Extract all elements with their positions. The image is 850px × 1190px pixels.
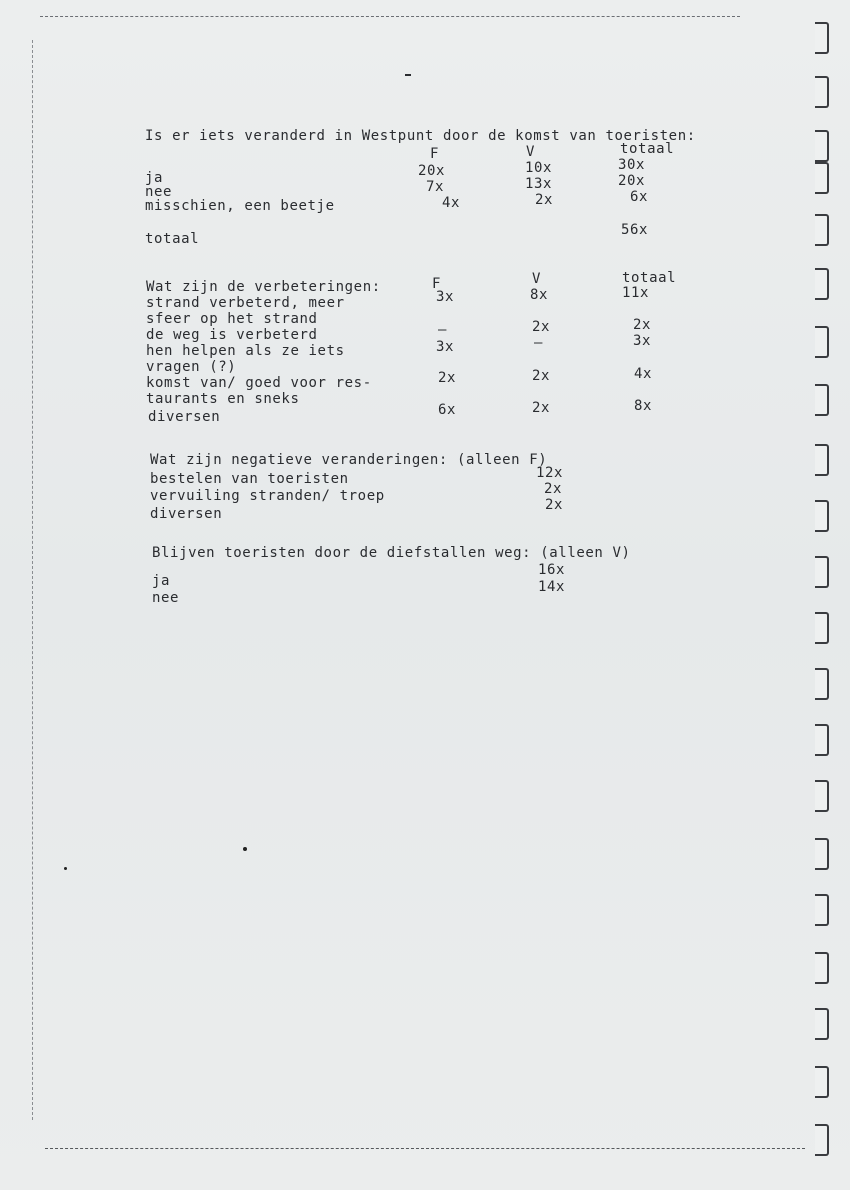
section2-header-v: V [532, 271, 542, 287]
ink-speck [243, 847, 247, 851]
binding-ring [815, 612, 829, 644]
section1-row-label: ja [145, 170, 164, 186]
section2-label-line: hen helpen als ze iets [146, 343, 345, 359]
section1-row-f: 4x [442, 195, 461, 211]
section3-row-value: 2x [544, 481, 563, 497]
binding-ring [815, 214, 829, 246]
ink-speck [64, 867, 67, 870]
section4-row-value: 16x [538, 562, 566, 578]
bottom-dotted-border [45, 1148, 805, 1149]
section2-row-f: – [438, 322, 448, 338]
section2-row-totaal: 2x [633, 317, 652, 333]
binding-ring [815, 556, 829, 588]
section4-row-label: nee [152, 590, 180, 606]
section2-label-line: strand verbeterd, meer [146, 295, 345, 311]
section2-row-totaal: 11x [622, 285, 650, 301]
section2-label-line: komst van/ goed voor res- [146, 375, 372, 391]
binding-ring [815, 780, 829, 812]
binding-ring [815, 1124, 829, 1156]
section4-row-value: 14x [538, 579, 566, 595]
section1-row-v: 10x [525, 160, 553, 176]
section2-label-line: sfeer op het strand [146, 311, 318, 327]
section2-label-line: taurants en sneks [146, 391, 300, 407]
section2-row-v: 2x [532, 319, 551, 335]
section1-row-f: 20x [418, 163, 446, 179]
section2-row-v: 2x [532, 368, 551, 384]
binding-ring [815, 326, 829, 358]
section2-row-totaal: 4x [634, 366, 653, 382]
section1-row-label: nee [145, 184, 173, 200]
binding-ring [815, 444, 829, 476]
section1-row-v: 2x [535, 192, 554, 208]
binding-ring [815, 76, 829, 108]
binding-ring [815, 1008, 829, 1040]
binding-ring [815, 1066, 829, 1098]
section2-row-v: 8x [530, 287, 549, 303]
binding-ring [815, 668, 829, 700]
binding-ring [815, 130, 829, 162]
left-dotted-border [32, 40, 33, 1120]
section1-total-value: 56x [621, 222, 649, 238]
section4-row-label: ja [152, 573, 171, 589]
section2-row-f: 3x [436, 289, 455, 305]
top-dotted-border [40, 16, 740, 17]
binding-ring [815, 22, 829, 54]
section3-row-value: 12x [536, 465, 564, 481]
section1-header-f: F [430, 146, 440, 162]
section1-row-totaal: 20x [618, 173, 646, 189]
binding-ring [815, 952, 829, 984]
section3-row-label: vervuiling stranden/ troep [150, 488, 385, 504]
section3-row-value: 2x [545, 497, 564, 513]
section2-header-totaal: totaal [622, 270, 677, 286]
section1-row-label: misschien, een beetje [145, 198, 335, 214]
section1-row-totaal: 6x [630, 189, 649, 205]
binding-ring [815, 500, 829, 532]
page-mark [405, 74, 411, 76]
section2-label-line: vragen (?) [146, 359, 237, 375]
section2-row-f: 6x [438, 402, 457, 418]
binding-ring [815, 894, 829, 926]
section2-row-totaal: 3x [633, 333, 652, 349]
section2-row-totaal: 8x [634, 398, 653, 414]
spiral-binding [815, 14, 837, 1164]
section2-header-f: F [432, 276, 442, 292]
section2-row-v: 2x [532, 400, 551, 416]
section1-header-totaal: totaal [620, 141, 675, 157]
section1-row-v: 13x [525, 176, 553, 192]
section3-row-label: bestelen van toeristen [150, 471, 349, 487]
binding-ring [815, 724, 829, 756]
binding-ring [815, 162, 829, 194]
section2-row-v: – [534, 335, 544, 351]
section1-row-totaal: 30x [618, 157, 646, 173]
section1-row-f: 7x [426, 179, 445, 195]
section3-question: Wat zijn negatieve veranderingen: (alleen F) [150, 452, 548, 468]
section2-question: Wat zijn de verbeteringen: [146, 279, 381, 295]
binding-ring [815, 268, 829, 300]
section4-question: Blijven toeristen door de diefstallen weg: (alleen V) [152, 545, 631, 561]
section2-label-line: diversen [148, 409, 221, 425]
section1-total-label: totaal [145, 231, 200, 247]
section3-row-label: diversen [150, 506, 223, 522]
section1-header-v: V [526, 144, 536, 160]
section1-question: Is er iets veranderd in Westpunt door de komst van toeristen: [145, 128, 696, 144]
section2-label-line: de weg is verbeterd [146, 327, 318, 343]
binding-ring [815, 384, 829, 416]
section2-row-f: 2x [438, 370, 457, 386]
section2-row-f: 3x [436, 339, 455, 355]
binding-ring [815, 838, 829, 870]
